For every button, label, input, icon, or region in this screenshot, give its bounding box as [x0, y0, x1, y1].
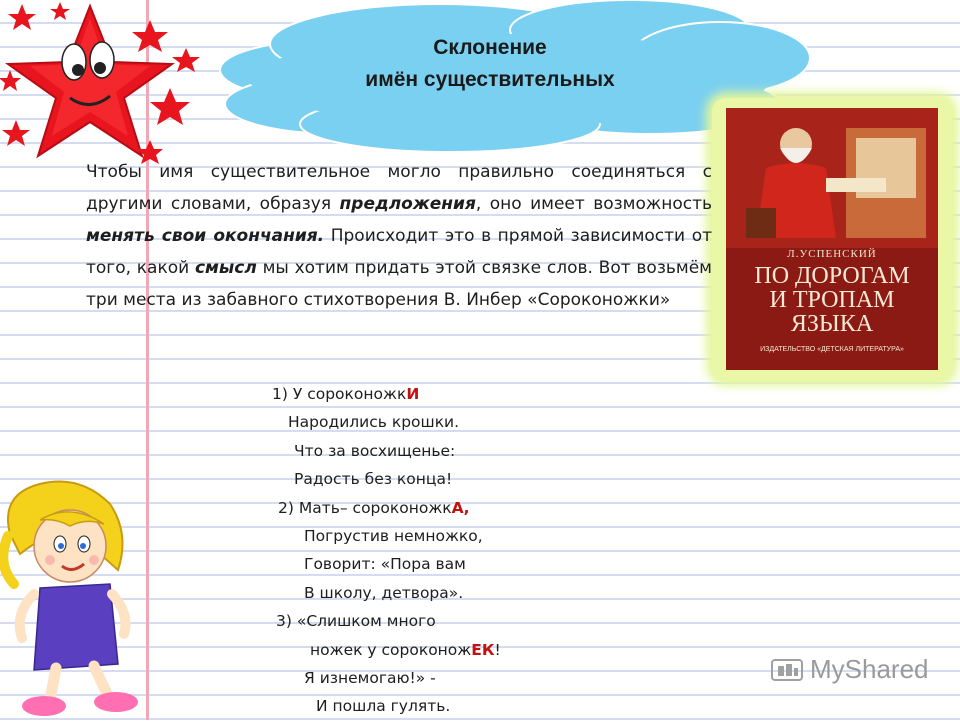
poem-text: 1) У сороконожк	[272, 385, 407, 403]
emphasis-predlozheniya: предложения	[339, 194, 476, 214]
book-author: Л.УСПЕНСКИЙ	[787, 248, 877, 260]
text-part-1: Чтобы имя существительное могло правильно соединяться с другими словами, образуя	[86, 162, 712, 214]
poem-line	[268, 636, 688, 664]
book-cover	[726, 108, 938, 370]
poem-line: Я изнемогаю!» -	[304, 668, 436, 687]
book-title	[726, 264, 938, 336]
poem-ending-highlight: И	[406, 385, 420, 403]
intro-paragraph	[86, 156, 712, 316]
poem-ending-highlight: А,	[451, 498, 470, 517]
book-title-line1: ПО ДОРОГАМ	[754, 263, 910, 289]
poem-line: И пошла гулять.	[316, 697, 451, 716]
poem-text: ножек у сороконож	[310, 640, 472, 659]
slide-title-line2: имён существительных	[365, 68, 615, 91]
poem-ending-highlight: ЕК	[471, 640, 495, 659]
poem-line	[268, 380, 688, 408]
watermark-text: MyShared	[810, 654, 929, 684]
text-part-3: Происходит это в прямой зависимости от того, какой	[86, 226, 712, 278]
slide-title	[280, 32, 700, 96]
poem-excerpt	[268, 380, 688, 721]
text-part-2: , оно имеет возможность	[475, 194, 713, 214]
poem-text: 2) Мать– сороконожк	[278, 498, 452, 517]
emphasis-menyat-okonchaniya: менять свои окончания.	[86, 226, 325, 246]
girl-character-icon	[0, 474, 146, 720]
poem-line: 3) «Слишком много	[276, 612, 436, 631]
slide-title-line1: Склонение	[433, 36, 547, 59]
poem-text: !	[494, 640, 501, 659]
emphasis-smysl: смысл	[194, 258, 257, 278]
text-part-4: мы хотим придать этой связке слов. Вот возьмём три места из забавного стихотворения В. Инбер «Сороконожки»	[86, 258, 712, 310]
poem-line: В школу, детвора».	[304, 583, 464, 602]
star-mascot-icon	[0, 0, 210, 180]
book-cover-frame	[712, 98, 952, 380]
poem-line: Что за восхищенье:	[294, 441, 456, 460]
poem-line: Говорит: «Пора вам	[304, 555, 466, 574]
watermark-logo-icon	[770, 656, 806, 686]
book-title-line3: ЯЗЫКА	[790, 311, 874, 337]
poem-line	[268, 494, 688, 522]
book-publisher: ИЗДАТЕЛЬСТВО «ДЕТСКАЯ ЛИТЕРАТУРА»	[760, 346, 904, 353]
book-title-line2: И ТРОПАМ	[769, 287, 895, 313]
poem-line: Погрустив немножко,	[304, 526, 483, 545]
book-illustration-icon	[726, 108, 938, 248]
poem-line: Радость без конца!	[294, 470, 453, 489]
poem-line: Народились крошки.	[288, 413, 460, 432]
